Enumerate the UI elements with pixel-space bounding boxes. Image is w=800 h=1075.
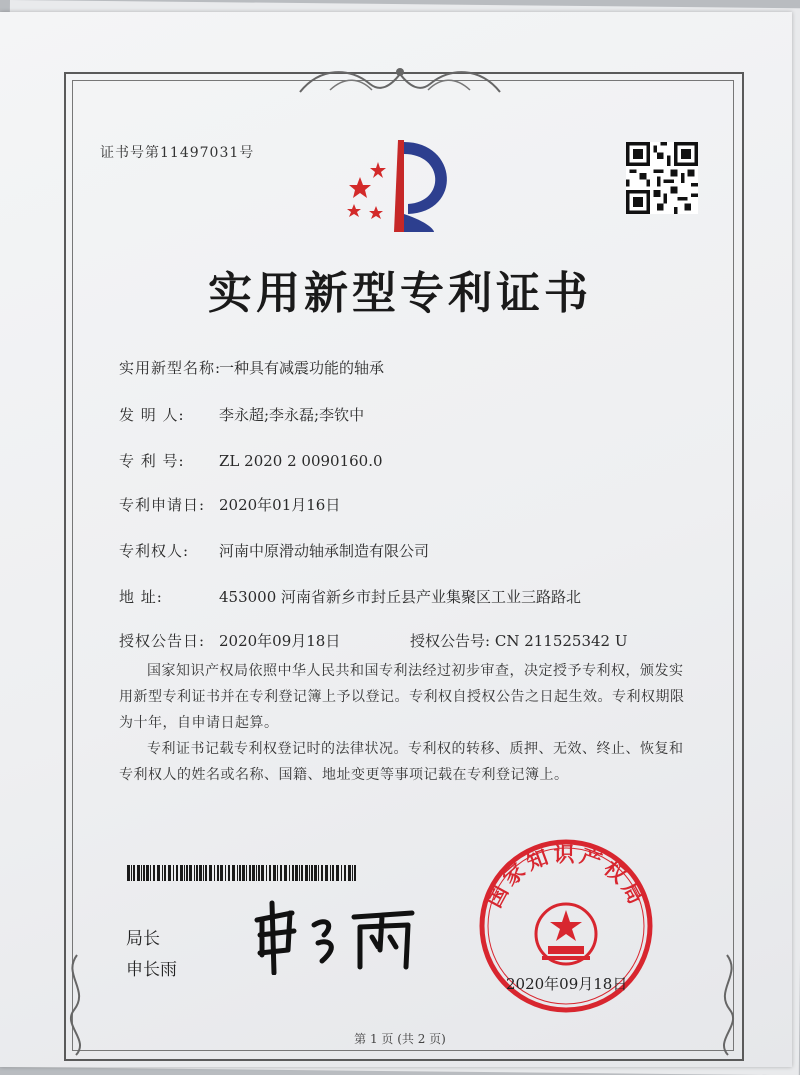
model-name-label: 实用新型名称:: [119, 359, 222, 377]
grant-date-value: 2020年09月18日: [219, 632, 341, 650]
field-patent-number: [119, 450, 383, 471]
certificate-title: 实用新型专利证书: [208, 268, 592, 319]
field-model-name: [119, 357, 384, 378]
top-ornament-icon: [290, 62, 510, 102]
patentee-label: 专利权人:: [119, 542, 190, 560]
patentee-value: 河南中原滑动轴承制造有限公司: [219, 542, 430, 560]
field-address: [119, 586, 581, 607]
patent-number-label: 专 利 号:: [119, 452, 185, 470]
field-filing-date: [119, 494, 340, 515]
page-indicator: 第 1 页 (共 2 页): [354, 1032, 446, 1046]
director-title: 局长: [126, 929, 160, 949]
grant-date-label: 授权公告日:: [119, 632, 206, 650]
address-label: 地 址:: [119, 588, 163, 606]
patent-office-logo-icon: [338, 132, 468, 242]
director-name: 申长雨: [126, 960, 177, 980]
address-value: 453000 河南省新乡市封丘县产业集聚区工业三路路北: [219, 588, 582, 606]
barcode-icon: [127, 865, 357, 881]
qr-code-icon: [626, 142, 698, 214]
svg-text:国家知识产权局: [481, 841, 651, 911]
issue-date: 2020年09月18日: [506, 975, 628, 993]
inventor-value: 李永超;李永磊;李钦中: [219, 406, 365, 424]
field-inventor: [119, 404, 364, 425]
model-name-value: 一种具有减震功能的轴承: [219, 359, 385, 377]
certificate-number: 证书号第11497031号: [100, 145, 255, 161]
filing-date-value: 2020年01月16日: [219, 496, 341, 514]
field-patentee: [119, 540, 429, 561]
seal-text: 国家知识产权局: [480, 841, 652, 912]
grant-number-label: 授权公告号:: [410, 632, 491, 650]
filing-date-label: 专利申请日:: [119, 496, 206, 514]
handwritten-signature-icon: [232, 895, 432, 975]
field-grant-date: [119, 630, 340, 651]
patent-number-value: ZL 2020 2 0090160.0: [219, 452, 383, 470]
paragraph-legal-status: 专利证书记载专利权登记时的法律状况。专利权的转移、质押、无效、终止、恢复和专利权人的姓名或名称、国籍、地址变更等事项记载在专利登记簿上。: [119, 741, 684, 783]
grant-number-value: CN 211525342 U: [494, 632, 628, 650]
field-grant-number: [410, 630, 628, 651]
inventor-label: 发 明 人:: [119, 406, 185, 424]
paragraph-grant-statement: 国家知识产权局依照中华人民共和国专利法经过初步审查，决定授予专利权，颁发实用新型专利证书并在专利登记簿上予以登记。专利权自授权公告之日起生效。专利权期限为十年，自申请日起算。: [119, 663, 685, 731]
